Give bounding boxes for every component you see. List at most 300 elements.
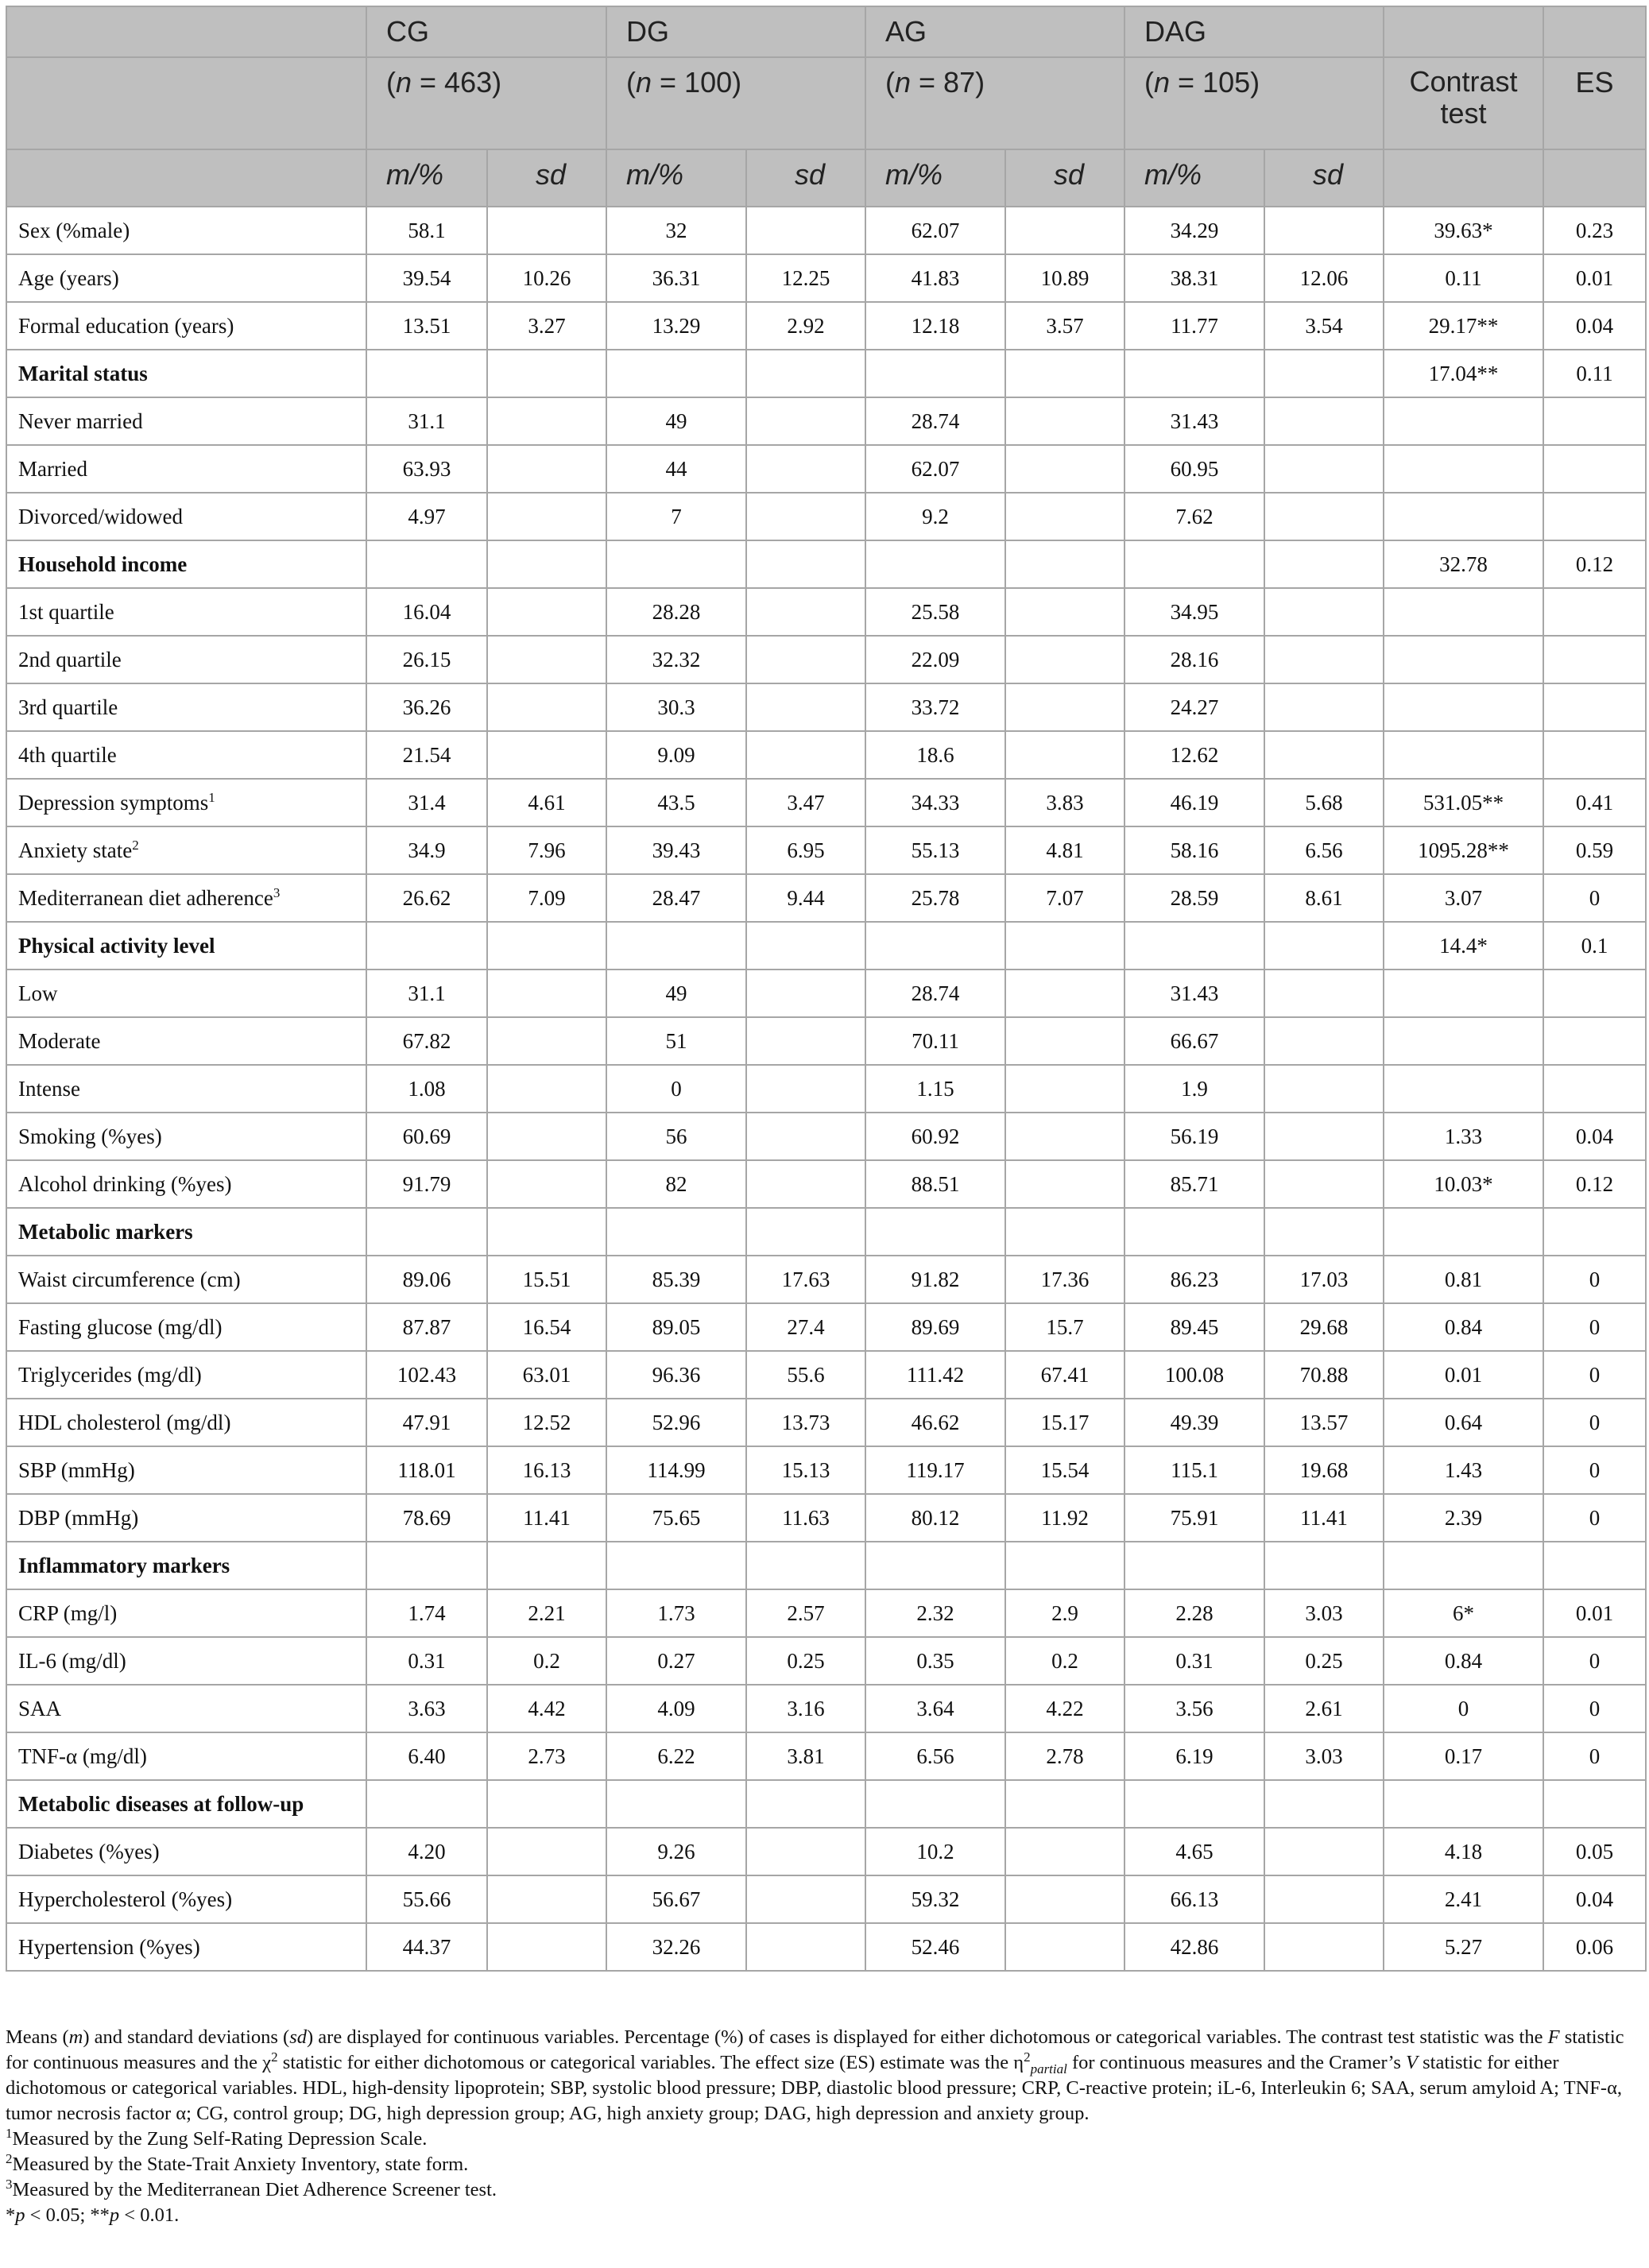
row-label-text: DBP (mmHg): [18, 1505, 139, 1530]
header-m-cg: m/%: [366, 149, 487, 207]
cell-ag-m: 6.56: [865, 1732, 1005, 1780]
cell-es: 0.04: [1543, 302, 1646, 350]
cell-es: 0.01: [1543, 254, 1646, 302]
cell-dg-m: 9.26: [606, 1828, 746, 1875]
row-label: [6, 1017, 366, 1065]
cell-dg-sd: [746, 1875, 865, 1923]
contrast-line-2: test: [1440, 97, 1487, 130]
cell-dag-sd: [1264, 1923, 1384, 1971]
cell-dg-sd: 3.81: [746, 1732, 865, 1780]
row-label-text: Household income: [18, 552, 188, 576]
table-row: [6, 1923, 1646, 1971]
note-text: statistic for either dichotomous or categorical variables. The effect size (ES) estimate was the η: [277, 2052, 1024, 2073]
cell-dg-m: 85.39: [606, 1256, 746, 1303]
cell-cg-sd: 15.51: [487, 1256, 606, 1303]
header-n-cg: [366, 57, 606, 149]
cell-ag-m: 89.69: [865, 1303, 1005, 1351]
row-label: [6, 1303, 366, 1351]
cell-dg-m: 52.96: [606, 1399, 746, 1446]
cell-ag-sd: 4.81: [1005, 826, 1124, 874]
header-m-ag: m/%: [865, 149, 1005, 207]
cell-dag-m: 38.31: [1124, 254, 1264, 302]
cell-dag-sd: [1264, 540, 1384, 588]
cell-dg-m: 1.73: [606, 1589, 746, 1637]
row-label-text: Anxiety state: [18, 838, 133, 862]
header-n-dag: [1124, 57, 1384, 149]
cell-ag-sd: [1005, 731, 1124, 779]
cell-dg-m: [606, 922, 746, 970]
cell-contrast: [1384, 588, 1543, 636]
cell-dg-sd: 9.44: [746, 874, 865, 922]
cell-contrast: [1384, 970, 1543, 1017]
header-blank: [1543, 149, 1646, 207]
cell-dag-m: [1124, 1208, 1264, 1256]
cell-contrast: 2.39: [1384, 1494, 1543, 1542]
cell-contrast: 0.11: [1384, 254, 1543, 302]
table-row: [6, 826, 1646, 874]
cell-ag-m: [865, 1780, 1005, 1828]
note-superscript: 2: [1024, 2049, 1031, 2065]
cell-es: 0.01: [1543, 1589, 1646, 1637]
cell-dg-sd: [746, 1208, 865, 1256]
footnote-text: Measured by the Zung Self-Rating Depression Scale.: [12, 2128, 428, 2150]
table-row: [6, 1065, 1646, 1113]
cell-contrast: 1.43: [1384, 1446, 1543, 1494]
cell-dg-sd: 55.6: [746, 1351, 865, 1399]
cell-dag-m: 34.95: [1124, 588, 1264, 636]
cell-ag-sd: [1005, 970, 1124, 1017]
cell-contrast: 32.78: [1384, 540, 1543, 588]
cell-dg-sd: 3.16: [746, 1685, 865, 1732]
cell-ag-sd: 15.7: [1005, 1303, 1124, 1351]
table-row: [6, 1303, 1646, 1351]
header-contrast-test: [1384, 57, 1543, 149]
cell-ag-m: 25.58: [865, 588, 1005, 636]
table-row: [6, 1446, 1646, 1494]
header-es: ES: [1543, 57, 1646, 149]
cell-dag-sd: [1264, 1780, 1384, 1828]
cell-es: 0: [1543, 1446, 1646, 1494]
cell-cg-m: 91.79: [366, 1160, 487, 1208]
cell-es: 0: [1543, 1256, 1646, 1303]
cell-ag-m: 33.72: [865, 683, 1005, 731]
cell-cg-sd: [487, 1160, 606, 1208]
cell-dg-sd: [746, 1780, 865, 1828]
cell-cg-m: 78.69: [366, 1494, 487, 1542]
cell-cg-m: 44.37: [366, 1923, 487, 1971]
cell-ag-sd: [1005, 1113, 1124, 1160]
cell-ag-sd: [1005, 1923, 1124, 1971]
footnote-3: [6, 2177, 1645, 2203]
contrast-line-1: Contrast: [1409, 65, 1518, 98]
n-open: (: [885, 66, 895, 99]
note-italic: sd: [289, 2026, 308, 2048]
row-label-text: SBP (mmHg): [18, 1457, 135, 1482]
cell-ag-sd: 3.83: [1005, 779, 1124, 826]
header-sd-ag: sd: [1005, 149, 1124, 207]
cell-dg-m: 49: [606, 397, 746, 445]
cell-cg-m: 39.54: [366, 254, 487, 302]
cell-cg-sd: [487, 1542, 606, 1589]
cell-cg-sd: 10.26: [487, 254, 606, 302]
cell-dag-sd: 13.57: [1264, 1399, 1384, 1446]
cell-es: [1543, 970, 1646, 1017]
cell-es: 0.06: [1543, 1923, 1646, 1971]
footnote-mark: 3: [6, 2176, 13, 2192]
cell-es: [1543, 683, 1646, 731]
cell-contrast: 3.07: [1384, 874, 1543, 922]
row-label-text: CRP (mg/l): [18, 1600, 118, 1625]
row-label-text: Depression symptoms: [18, 790, 209, 815]
cell-cg-m: 4.97: [366, 493, 487, 540]
note-italic: p: [15, 2204, 25, 2226]
cell-contrast: [1384, 445, 1543, 493]
cell-dag-sd: 5.68: [1264, 779, 1384, 826]
cell-dag-m: 12.62: [1124, 731, 1264, 779]
cell-ag-sd: [1005, 540, 1124, 588]
table-row: [6, 970, 1646, 1017]
cell-ag-sd: 4.22: [1005, 1685, 1124, 1732]
table-row: [6, 779, 1646, 826]
cell-dg-m: 32.32: [606, 636, 746, 683]
cell-ag-m: 91.82: [865, 1256, 1005, 1303]
cell-contrast: 17.04**: [1384, 350, 1543, 397]
row-label: [6, 540, 366, 588]
cell-dg-m: 0: [606, 1065, 746, 1113]
row-label: [6, 970, 366, 1017]
table-note-main: [6, 2025, 1645, 2127]
cell-ag-m: 52.46: [865, 1923, 1005, 1971]
header-blank: [1543, 6, 1646, 57]
cell-dag-sd: 6.56: [1264, 826, 1384, 874]
cell-cg-m: 47.91: [366, 1399, 487, 1446]
row-label: [6, 683, 366, 731]
cell-cg-m: [366, 1208, 487, 1256]
table-row: [6, 922, 1646, 970]
cell-ag-sd: 2.78: [1005, 1732, 1124, 1780]
cell-ag-m: 88.51: [865, 1160, 1005, 1208]
cell-dg-m: [606, 1780, 746, 1828]
cell-dag-m: 85.71: [1124, 1160, 1264, 1208]
row-label-text: Metabolic markers: [18, 1219, 193, 1244]
cell-cg-sd: 16.54: [487, 1303, 606, 1351]
table-row: [6, 350, 1646, 397]
cell-cg-sd: [487, 1875, 606, 1923]
cell-es: [1543, 1208, 1646, 1256]
cell-dag-m: 86.23: [1124, 1256, 1264, 1303]
cell-ag-m: 46.62: [865, 1399, 1005, 1446]
cell-dag-m: 115.1: [1124, 1446, 1264, 1494]
cell-cg-sd: [487, 731, 606, 779]
cell-dg-sd: [746, 1065, 865, 1113]
cell-dag-m: 58.16: [1124, 826, 1264, 874]
note-text: statistic for either dichotomous or categorical variables. HDL, high-density lipoprotein; SBP, systolic blood pressure; DBP, diastolic blood pressure; CRP, C-reactive protein; iL-6, Interleukin 6; SAA, serum amyloid A; TNF-α, tumor necrosis factor α; CG, control group; DG, high depression group; AG, high anxiety group; DAG, high depression and anxiety group.: [6, 2052, 1623, 2124]
cell-cg-sd: [487, 636, 606, 683]
cell-dag-m: 42.86: [1124, 1923, 1264, 1971]
row-label-text: Inflammatory markers: [18, 1553, 230, 1577]
cell-cg-m: [366, 1542, 487, 1589]
cell-dag-sd: [1264, 922, 1384, 970]
row-label: [6, 1446, 366, 1494]
cell-cg-m: 67.82: [366, 1017, 487, 1065]
cell-dag-m: 1.9: [1124, 1065, 1264, 1113]
row-label: [6, 207, 366, 254]
cell-dag-sd: 3.54: [1264, 302, 1384, 350]
table-row: [6, 207, 1646, 254]
cell-ag-sd: 2.9: [1005, 1589, 1124, 1637]
cell-dag-sd: 2.61: [1264, 1685, 1384, 1732]
row-label: [6, 636, 366, 683]
cell-dag-sd: 70.88: [1264, 1351, 1384, 1399]
cell-dag-sd: 29.68: [1264, 1303, 1384, 1351]
cell-dg-sd: [746, 1113, 865, 1160]
table-row: [6, 1828, 1646, 1875]
cell-ag-sd: [1005, 350, 1124, 397]
cell-cg-m: 31.1: [366, 397, 487, 445]
cell-ag-sd: [1005, 1208, 1124, 1256]
n-open: (: [626, 66, 636, 99]
cell-es: [1543, 493, 1646, 540]
table-row: [6, 1780, 1646, 1828]
cell-contrast: [1384, 683, 1543, 731]
cell-ag-sd: [1005, 1160, 1124, 1208]
row-label-text: Waist circumference (cm): [18, 1267, 241, 1291]
cell-dg-sd: [746, 636, 865, 683]
cell-dg-sd: 17.63: [746, 1256, 865, 1303]
cell-dg-m: 0.27: [606, 1637, 746, 1685]
cell-dag-sd: [1264, 397, 1384, 445]
header-n-ag: [865, 57, 1124, 149]
cell-ag-sd: 11.92: [1005, 1494, 1124, 1542]
table-row: [6, 254, 1646, 302]
cell-dag-m: 89.45: [1124, 1303, 1264, 1351]
note-text: *: [6, 2204, 16, 2226]
table-row: [6, 1017, 1646, 1065]
cell-cg-sd: 2.21: [487, 1589, 606, 1637]
cell-dag-sd: [1264, 588, 1384, 636]
cell-es: [1543, 636, 1646, 683]
cell-dag-sd: 19.68: [1264, 1446, 1384, 1494]
note-text: ) and standard deviations (: [83, 2026, 290, 2048]
cell-dag-m: 0.31: [1124, 1637, 1264, 1685]
cell-ag-sd: 15.54: [1005, 1446, 1124, 1494]
cell-ag-sd: 7.07: [1005, 874, 1124, 922]
cell-cg-sd: [487, 1017, 606, 1065]
cell-dg-m: [606, 350, 746, 397]
cell-dag-sd: [1264, 1828, 1384, 1875]
cell-contrast: 14.4*: [1384, 922, 1543, 970]
cell-dg-m: [606, 1208, 746, 1256]
cell-dag-sd: [1264, 1113, 1384, 1160]
cell-contrast: 0.81: [1384, 1256, 1543, 1303]
cell-cg-m: 21.54: [366, 731, 487, 779]
n-open: (: [386, 66, 396, 99]
cell-dg-sd: 11.63: [746, 1494, 865, 1542]
table-row: [6, 1732, 1646, 1780]
cell-dg-sd: [746, 1923, 865, 1971]
cell-ag-m: 28.74: [865, 397, 1005, 445]
cell-cg-m: 31.1: [366, 970, 487, 1017]
header-group-dg: DG: [606, 6, 865, 57]
table-row: [6, 1685, 1646, 1732]
cell-cg-sd: 7.96: [487, 826, 606, 874]
cell-contrast: [1384, 636, 1543, 683]
cell-dag-m: 100.08: [1124, 1351, 1264, 1399]
n-symbol: n: [895, 66, 912, 99]
cell-es: 0.41: [1543, 779, 1646, 826]
cell-ag-sd: [1005, 493, 1124, 540]
cell-dg-sd: 0.25: [746, 1637, 865, 1685]
row-label-text: Intense: [18, 1076, 80, 1101]
cell-dg-m: 32: [606, 207, 746, 254]
cell-contrast: [1384, 397, 1543, 445]
cell-cg-m: 3.63: [366, 1685, 487, 1732]
cell-ag-m: 70.11: [865, 1017, 1005, 1065]
cell-dag-m: [1124, 922, 1264, 970]
note-italic: m: [68, 2026, 83, 2048]
cell-cg-m: 16.04: [366, 588, 487, 636]
cell-ag-m: [865, 350, 1005, 397]
cell-cg-sd: 3.27: [487, 302, 606, 350]
cell-cg-m: [366, 350, 487, 397]
table-row: [6, 1589, 1646, 1637]
row-label: [6, 1113, 366, 1160]
cell-cg-sd: 0.2: [487, 1637, 606, 1685]
cell-dg-sd: 13.73: [746, 1399, 865, 1446]
row-label: [6, 1399, 366, 1446]
table-row: [6, 1351, 1646, 1399]
row-label: [6, 1637, 366, 1685]
row-label: [6, 1208, 366, 1256]
cell-ag-sd: [1005, 1828, 1124, 1875]
table-row: [6, 1494, 1646, 1542]
cell-dg-m: 9.09: [606, 731, 746, 779]
cell-dag-m: 24.27: [1124, 683, 1264, 731]
row-label-text: Physical activity level: [18, 933, 215, 958]
cell-dg-sd: [746, 970, 865, 1017]
cell-ag-sd: [1005, 445, 1124, 493]
cell-contrast: 6*: [1384, 1589, 1543, 1637]
row-label-text: Hypertension (%yes): [18, 1934, 200, 1959]
cell-cg-sd: [487, 588, 606, 636]
cell-dag-m: 28.16: [1124, 636, 1264, 683]
row-label-text: Divorced/widowed: [18, 504, 183, 528]
cell-dg-m: 44: [606, 445, 746, 493]
cell-dag-sd: [1264, 1160, 1384, 1208]
cell-contrast: [1384, 493, 1543, 540]
cell-ag-sd: [1005, 1780, 1124, 1828]
row-label-text: IL-6 (mg/dl): [18, 1648, 126, 1673]
cell-dg-m: 89.05: [606, 1303, 746, 1351]
n-symbol: n: [636, 66, 652, 99]
cell-contrast: [1384, 731, 1543, 779]
cell-cg-m: 26.15: [366, 636, 487, 683]
footnote-2: [6, 2152, 1645, 2177]
n-value: = 463): [412, 66, 502, 99]
cell-dg-sd: [746, 540, 865, 588]
cell-dg-m: 4.09: [606, 1685, 746, 1732]
cell-cg-m: 31.4: [366, 779, 487, 826]
cell-dag-sd: 3.03: [1264, 1732, 1384, 1780]
cell-ag-m: [865, 1542, 1005, 1589]
cell-dg-m: [606, 540, 746, 588]
row-label: [6, 445, 366, 493]
cell-es: 0.04: [1543, 1113, 1646, 1160]
cell-cg-m: 36.26: [366, 683, 487, 731]
n-value: = 87): [911, 66, 985, 99]
n-open: (: [1144, 66, 1155, 99]
cell-ag-sd: 3.57: [1005, 302, 1124, 350]
cell-contrast: 0.01: [1384, 1351, 1543, 1399]
cell-es: 0.04: [1543, 1875, 1646, 1923]
note-text: ) are displayed for continuous variables. Percentage (%) of cases is displayed for either dichotomous or categorical variables. The contrast test statistic was the: [307, 2026, 1548, 2048]
cell-dg-sd: [746, 445, 865, 493]
cell-dg-sd: [746, 207, 865, 254]
header-group-dag: DAG: [1124, 6, 1384, 57]
cell-dag-sd: [1264, 350, 1384, 397]
cell-dag-sd: 11.41: [1264, 1494, 1384, 1542]
cell-contrast: 1.33: [1384, 1113, 1543, 1160]
cell-ag-m: 41.83: [865, 254, 1005, 302]
cell-cg-sd: 11.41: [487, 1494, 606, 1542]
cell-dg-m: 82: [606, 1160, 746, 1208]
cell-dag-m: 56.19: [1124, 1113, 1264, 1160]
cell-cg-m: 34.9: [366, 826, 487, 874]
table-row: [6, 540, 1646, 588]
cell-dg-sd: 2.92: [746, 302, 865, 350]
cell-contrast: 39.63*: [1384, 207, 1543, 254]
note-italic: F: [1547, 2026, 1560, 2048]
note-italic: p: [109, 2204, 120, 2226]
header-row-groups: [6, 6, 1646, 57]
row-label: [6, 1875, 366, 1923]
table-row: [6, 1256, 1646, 1303]
table-row: [6, 1542, 1646, 1589]
cell-dg-m: [606, 1542, 746, 1589]
header-blank: [6, 57, 366, 149]
table-row: [6, 1208, 1646, 1256]
header-n-dg: [606, 57, 865, 149]
row-label: [6, 302, 366, 350]
header-sd-dg: sd: [746, 149, 865, 207]
cell-dag-sd: [1264, 1017, 1384, 1065]
row-label: [6, 1160, 366, 1208]
row-label: [6, 1065, 366, 1113]
n-symbol: n: [1154, 66, 1171, 99]
cell-cg-sd: [487, 207, 606, 254]
table-row: [6, 1160, 1646, 1208]
cell-cg-sd: [487, 970, 606, 1017]
row-label-text: Moderate: [18, 1028, 101, 1053]
cell-dag-m: 2.28: [1124, 1589, 1264, 1637]
cell-dg-sd: [746, 922, 865, 970]
cell-cg-m: 0.31: [366, 1637, 487, 1685]
table-body: [6, 6, 1646, 1971]
cell-ag-sd: [1005, 683, 1124, 731]
cell-dag-sd: [1264, 207, 1384, 254]
cell-es: 0: [1543, 874, 1646, 922]
cell-cg-sd: [487, 445, 606, 493]
row-label-text: 1st quartile: [18, 599, 114, 624]
cell-cg-sd: [487, 540, 606, 588]
cell-ag-m: 12.18: [865, 302, 1005, 350]
significance-note: [6, 2203, 1645, 2228]
row-label-text: Alcohol drinking (%yes): [18, 1171, 232, 1196]
cell-dg-m: 32.26: [606, 1923, 746, 1971]
cell-ag-m: 25.78: [865, 874, 1005, 922]
row-label-text: 2nd quartile: [18, 647, 122, 671]
row-label: [6, 254, 366, 302]
